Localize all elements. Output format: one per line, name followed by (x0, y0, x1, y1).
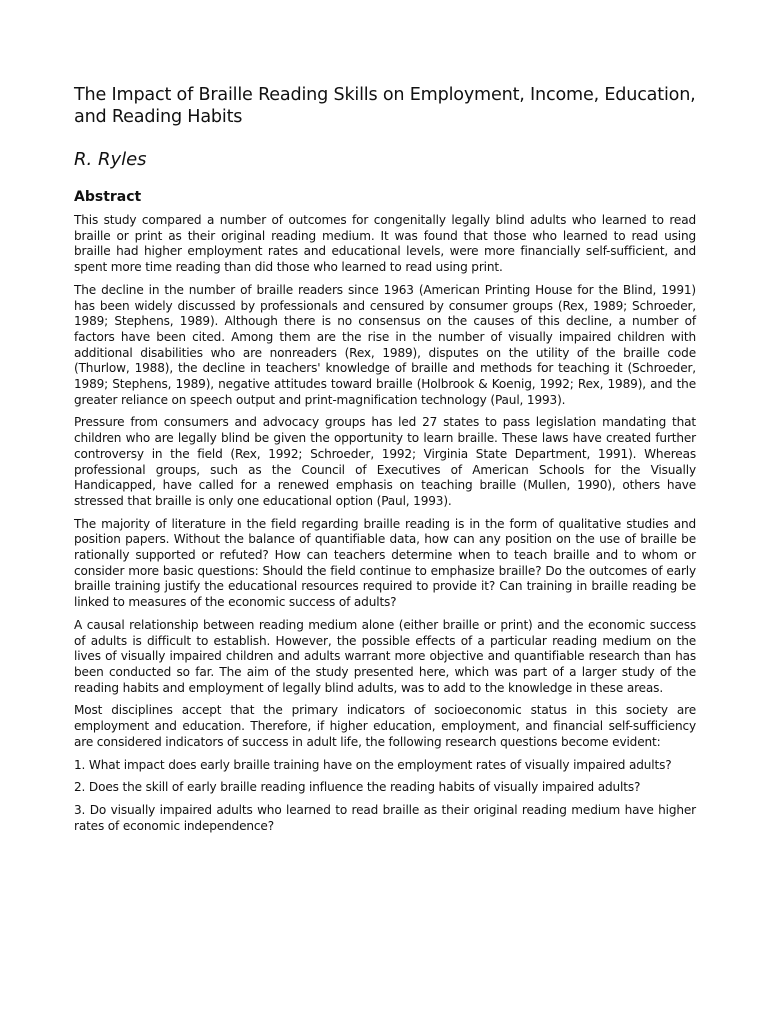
author-name: R. Ryles (74, 149, 147, 170)
abstract-paragraph: This study compared a number of outcomes for congenitally legally blind adults who learned to read braille or print as their original reading medium. It was found that those who learned to read using braille had higher employment rates and educational levels, were more financially self-sufficient, and spent more time reading than did those who learned to read using print. (74, 213, 696, 275)
research-question-1: 1. What impact does early braille training have on the employment rates of visually impaired adults? (74, 757, 672, 772)
body-paragraph-indicators: Most disciplines accept that the primary indicators of socioeconomic status in this society are employment and education. Therefore, if higher education, employment, and financial self-sufficiency are considered indicators of success in adult life, the following research questions become evident: (74, 703, 696, 749)
body-paragraph-pressure: Pressure from consumers and advocacy groups has led 27 states to pass legislation mandating that children who are legally blind be given the opportunity to learn braille. These laws have created further controversy in the field (Rex, 1992; Schroeder, 1992; Virginia State Department, 1991). Whereas professional groups, such as the Council of Executives of American Schools for the Visually Handicapped, have called for a renewed emphasis on teaching braille (Mullen, 1990), others have stressed that braille is only one educational option (Paul, 1993). (74, 415, 696, 508)
body-paragraph-causal: A causal relationship between reading medium alone (either braille or print) and the economic success of adults is difficult to establish. However, the possible effects of a particular reading medium on the lives of visually impaired children and adults warrant more objective and quantifiable research than has been conducted so far. The aim of the study presented here, which was part of a larger study of the reading habits and employment of legally blind adults, was to add to the knowledge in these areas. (74, 617, 696, 695)
research-question-2: 2. Does the skill of early braille reading influence the reading habits of visually impaired adults? (74, 780, 641, 795)
body-paragraph-literature: The majority of literature in the field regarding braille reading is in the form of qualitative studies and position papers. Without the balance of quantifiable data, how can any position on the use of braille be rationally supported or refuted? How can teachers determine when to teach braille and to whom or consider more basic questions: Should the field continue to emphasize braille? Do the outcomes of early braille training justify the educational resources required to provide it? Can training in braille reading be linked to measures of the economic success of adults? (74, 516, 696, 610)
paper-title: The Impact of Braille Reading Skills on Employment, Income, Education, and Reading Habits (74, 85, 696, 127)
document-page (74, 84, 696, 841)
abstract-heading: Abstract (74, 189, 142, 205)
body-paragraph-decline: The decline in the number of braille readers since 1963 (American Printing House for the Blind, 1991) has been widely discussed by professionals and censured by consumer groups (Rex, 1989; Schroeder, 1989; Stephens, 1989). Although there is no consensus on the causes of this decline, a number of factors have been cited. Among them are the rise in the number of visually impaired children with additional disabilities who are nonreaders (Rex, 1989), disputes on the utility of the braille code (Thurlow, 1988), the decline in teachers' knowledge of braille and methods for teaching it (Schroeder, 1989; Stephens, 1989), negative attitudes toward braille (Holbrook & Koenig, 1992; Rex, 1989), and the greater reliance on speech output and print-magnification technology (Paul, 1993). (74, 282, 696, 407)
research-question-3: 3. Do visually impaired adults who learned to read braille as their original reading medium have higher rates of economic independence? (74, 802, 696, 833)
